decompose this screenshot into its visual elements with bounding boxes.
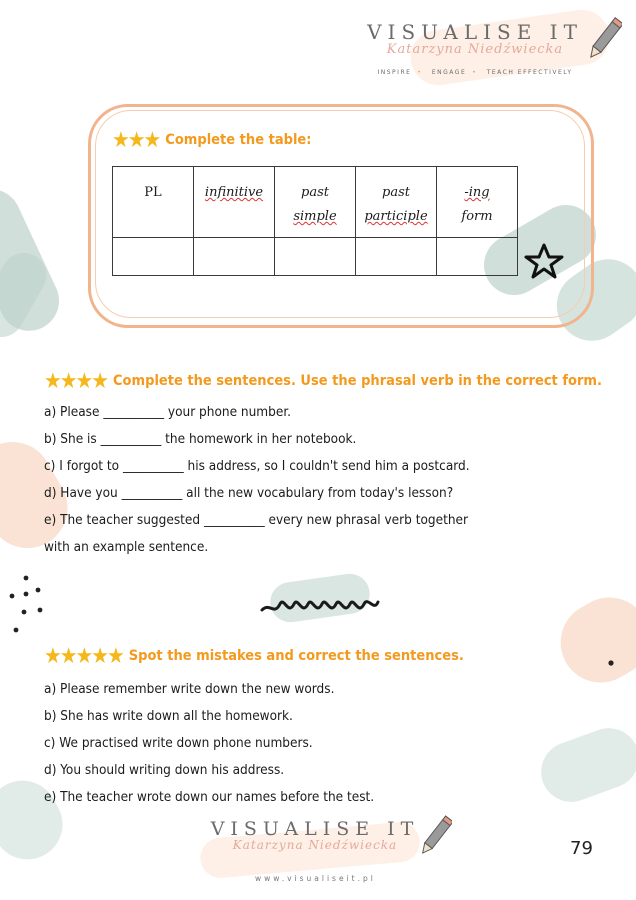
green-brush-stroke bbox=[533, 720, 636, 811]
star-rating-icon: ★★★★ bbox=[44, 369, 107, 394]
section1-title: Complete the table: bbox=[165, 132, 312, 148]
col-infinitive: infinitive bbox=[204, 185, 264, 200]
sentence-line: with an example sentence. bbox=[44, 539, 209, 555]
table-input-cell[interactable] bbox=[194, 238, 275, 276]
logo-signature: Katarzyna Niedźwiecka bbox=[386, 42, 564, 57]
sentence-line: d) Have you __________ all the new vocabulary from today's lesson? bbox=[44, 485, 454, 501]
table-input-cell[interactable] bbox=[356, 238, 437, 276]
col-past-simple: past simple bbox=[293, 185, 337, 224]
page-number: 79 bbox=[570, 838, 593, 859]
doodle-star-icon bbox=[524, 242, 564, 280]
logo-tagline: INSPIRE • ENGAGE • TEACH EFFECTIVELY bbox=[377, 69, 573, 76]
table-header-cell bbox=[356, 167, 437, 238]
table-input-cell[interactable] bbox=[275, 238, 356, 276]
pencil-icon bbox=[588, 14, 622, 64]
col-pl: PL bbox=[144, 185, 162, 200]
section3-heading bbox=[44, 644, 464, 669]
logo-top bbox=[350, 20, 600, 76]
section2-title: Complete the sentences. Use the phrasal verb in the correct form. bbox=[112, 373, 602, 389]
dots-doodle bbox=[6, 572, 46, 636]
table-input-cell[interactable] bbox=[437, 238, 518, 276]
table-header-row bbox=[113, 167, 518, 238]
logo-bottom bbox=[190, 818, 440, 852]
sentence-line: c) I forgot to __________ his address, so I couldn't send him a postcard. bbox=[44, 458, 470, 474]
section3-title: Spot the mistakes and correct the sentences. bbox=[128, 648, 464, 664]
star-rating-icon: ★★★★★ bbox=[44, 644, 123, 669]
logo-signature: Katarzyna Niedźwiecka bbox=[232, 838, 398, 852]
sentence-line: b) She is __________ the homework in her notebook. bbox=[44, 431, 357, 447]
sentence-line: a) Please __________ your phone number. bbox=[44, 404, 291, 420]
table-header-cell bbox=[113, 167, 194, 238]
logo-name: VISUALISE IT bbox=[210, 818, 420, 840]
dot-doodle bbox=[607, 659, 615, 667]
section1-heading bbox=[112, 128, 312, 153]
section2-heading bbox=[44, 369, 602, 394]
website-link[interactable]: www.visualiseit.pl bbox=[255, 874, 376, 883]
mistake-line: b) She has write down all the homework. bbox=[44, 708, 293, 724]
mistake-line: c) We practised write down phone numbers. bbox=[44, 735, 313, 751]
table-empty-row bbox=[113, 238, 518, 276]
peach-brush-stroke bbox=[546, 583, 636, 697]
squiggle-doodle bbox=[258, 590, 382, 620]
col-past-participle: past participle bbox=[364, 185, 428, 224]
mistake-line: e) The teacher wrote down our names before the test. bbox=[44, 789, 375, 805]
tagline-item: INSPIRE bbox=[377, 69, 412, 76]
pencil-icon bbox=[420, 812, 452, 860]
verb-table bbox=[112, 166, 518, 276]
table-header-cell bbox=[437, 167, 518, 238]
green-brush-stroke bbox=[0, 768, 75, 872]
col-ing-form: -ing form bbox=[461, 185, 493, 224]
star-rating-icon: ★★★ bbox=[112, 128, 160, 153]
table-input-cell[interactable] bbox=[113, 238, 194, 276]
tagline-item: ENGAGE bbox=[431, 69, 467, 76]
sentence-line: e) The teacher suggested __________ every new phrasal verb together bbox=[44, 512, 469, 528]
table-header-cell bbox=[194, 167, 275, 238]
logo-name: VISUALISE IT bbox=[367, 20, 583, 44]
table-header-cell bbox=[275, 167, 356, 238]
mistake-line: a) Please remember write down the new words. bbox=[44, 681, 335, 697]
tagline-item: TEACH EFFECTIVELY bbox=[486, 69, 573, 76]
mistake-line: d) You should writing down his address. bbox=[44, 762, 285, 778]
